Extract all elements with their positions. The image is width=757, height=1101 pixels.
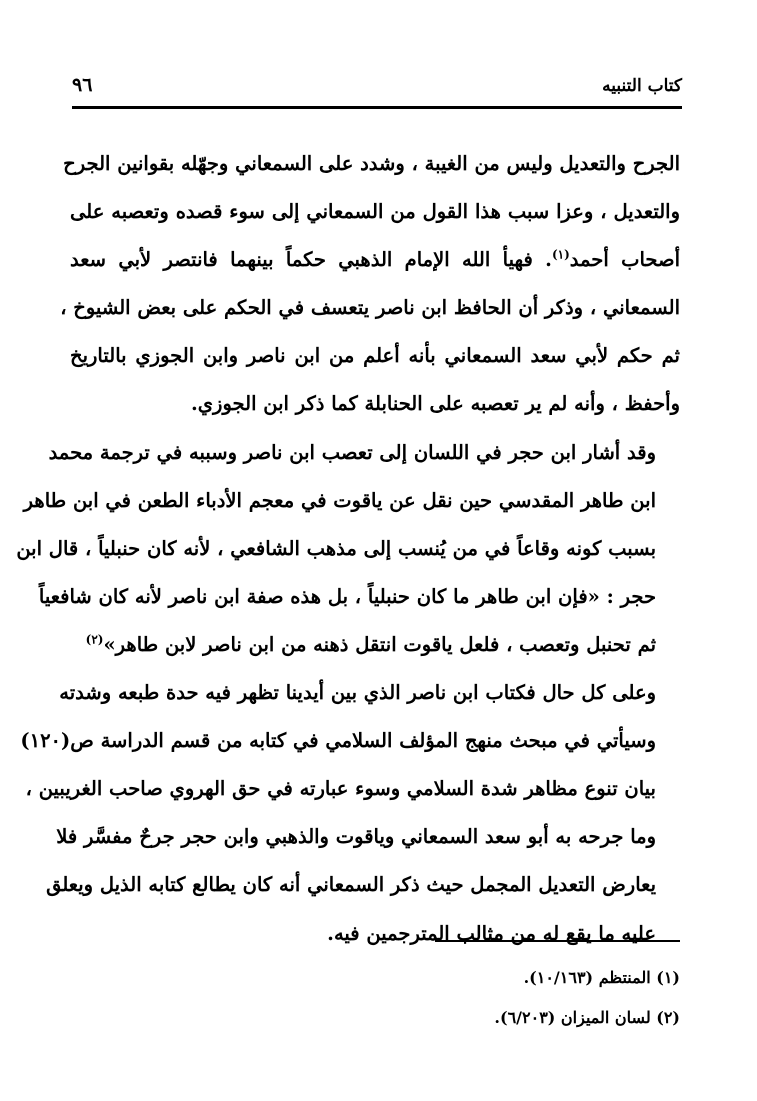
- paragraph-2: [16, 429, 680, 669]
- text-line: [70, 236, 680, 284]
- text-line: السمعاني ، وذكر أن الحافظ ابن ناصر يتعسف في الحكم على بعض الشيوخ ،: [60, 296, 680, 320]
- text-line: [70, 621, 680, 669]
- footnote-ref-1: (١): [551, 247, 570, 262]
- text-line: يعارض التعديل المجمل حيث ذكر السمعاني أنه كان يطالع كتابه الذيل ويعلق: [46, 873, 656, 897]
- text-line: الجرح والتعديل وليس من الغيبة ، وشدد على السمعاني وجهّله بقوانين الجرح: [63, 152, 680, 175]
- text-line: ثم حكم لأبي سعد السمعاني بأنه أعلم من ابن ناصر وابن الجوزي بالتاريخ: [70, 344, 680, 368]
- header-rule: [72, 106, 682, 109]
- text-line: وقد أشار ابن حجر في اللسان إلى تعصب ابن ناصر وسببه في ترجمة محمد: [48, 440, 656, 464]
- text-line: بيان تنوع مظاهر شدة السلامي وسوء عبارته في حق الهروي صاحب الغريبين ،: [25, 777, 656, 801]
- text-line: والتعديل ، وعزا سبب هذا القول من السمعاني إلى سوء قصده وتعصبه على: [70, 200, 680, 224]
- footnote-2: (٢) لسان الميزان (٦/٢٠٣).: [494, 1008, 680, 1027]
- footnotes: [70, 958, 680, 1038]
- text-line: وعلى كل حال فكتاب ابن ناصر الذي بين أيدينا تظهر فيه حدة طبعه وشدته: [59, 681, 656, 705]
- text-segment: ثم تحنبل وتعصب ، فلعل ياقوت انتقل ذهنه من ابن ناصر لابن طاهر»: [103, 632, 656, 656]
- body-text: [16, 140, 680, 958]
- paragraph-3: [20, 669, 680, 958]
- text-line: وسيأتي في مبحث منهج المؤلف السلامي في كتابه من قسم الدراسة ص(١٢٠): [20, 729, 656, 753]
- text-line: وأحفظ ، وأنه لم ير تعصبه على الحنابلة كما ذكر ابن الجوزي.: [191, 392, 680, 416]
- page-header: [72, 74, 682, 96]
- page-number: ٩٦: [72, 74, 93, 96]
- text-line: ابن طاهر المقدسي حين نقل عن ياقوت في معجم الأدباء الطعن في ابن طاهر: [23, 488, 656, 512]
- paragraph-1: [60, 140, 680, 429]
- text-line: عليه ما يقع له من مثالب المترجمين فيه.: [327, 921, 656, 945]
- footnote-1: (١) المنتظم (١٠/١٦٣).: [523, 968, 680, 987]
- text-segment: أصحاب أحمد: [569, 248, 680, 272]
- running-title: كتاب التنبيه: [602, 76, 682, 96]
- text-segment: . فهيأ الله الإمام الذهبي حكماً بينهما فانتصر لأبي سعد: [70, 248, 552, 272]
- text-line: حجر : «فإن ابن طاهر ما كان حنبلياً ، بل هذه صفة ابن ناصر لأنه كان شافعياً: [38, 584, 656, 608]
- footnote-ref-2: (٢): [85, 632, 104, 647]
- text-line: بسبب كونه وقاعاً في من يُنسب إلى مذهب الشافعي ، لأنه كان حنبلياً ، قال ابن: [16, 536, 656, 560]
- footnote-separator: [435, 940, 680, 942]
- text-line: وما جرحه به أبو سعد السمعاني وياقوت والذهبي وابن حجر جرحٌ مفسَّر فلا: [56, 825, 656, 849]
